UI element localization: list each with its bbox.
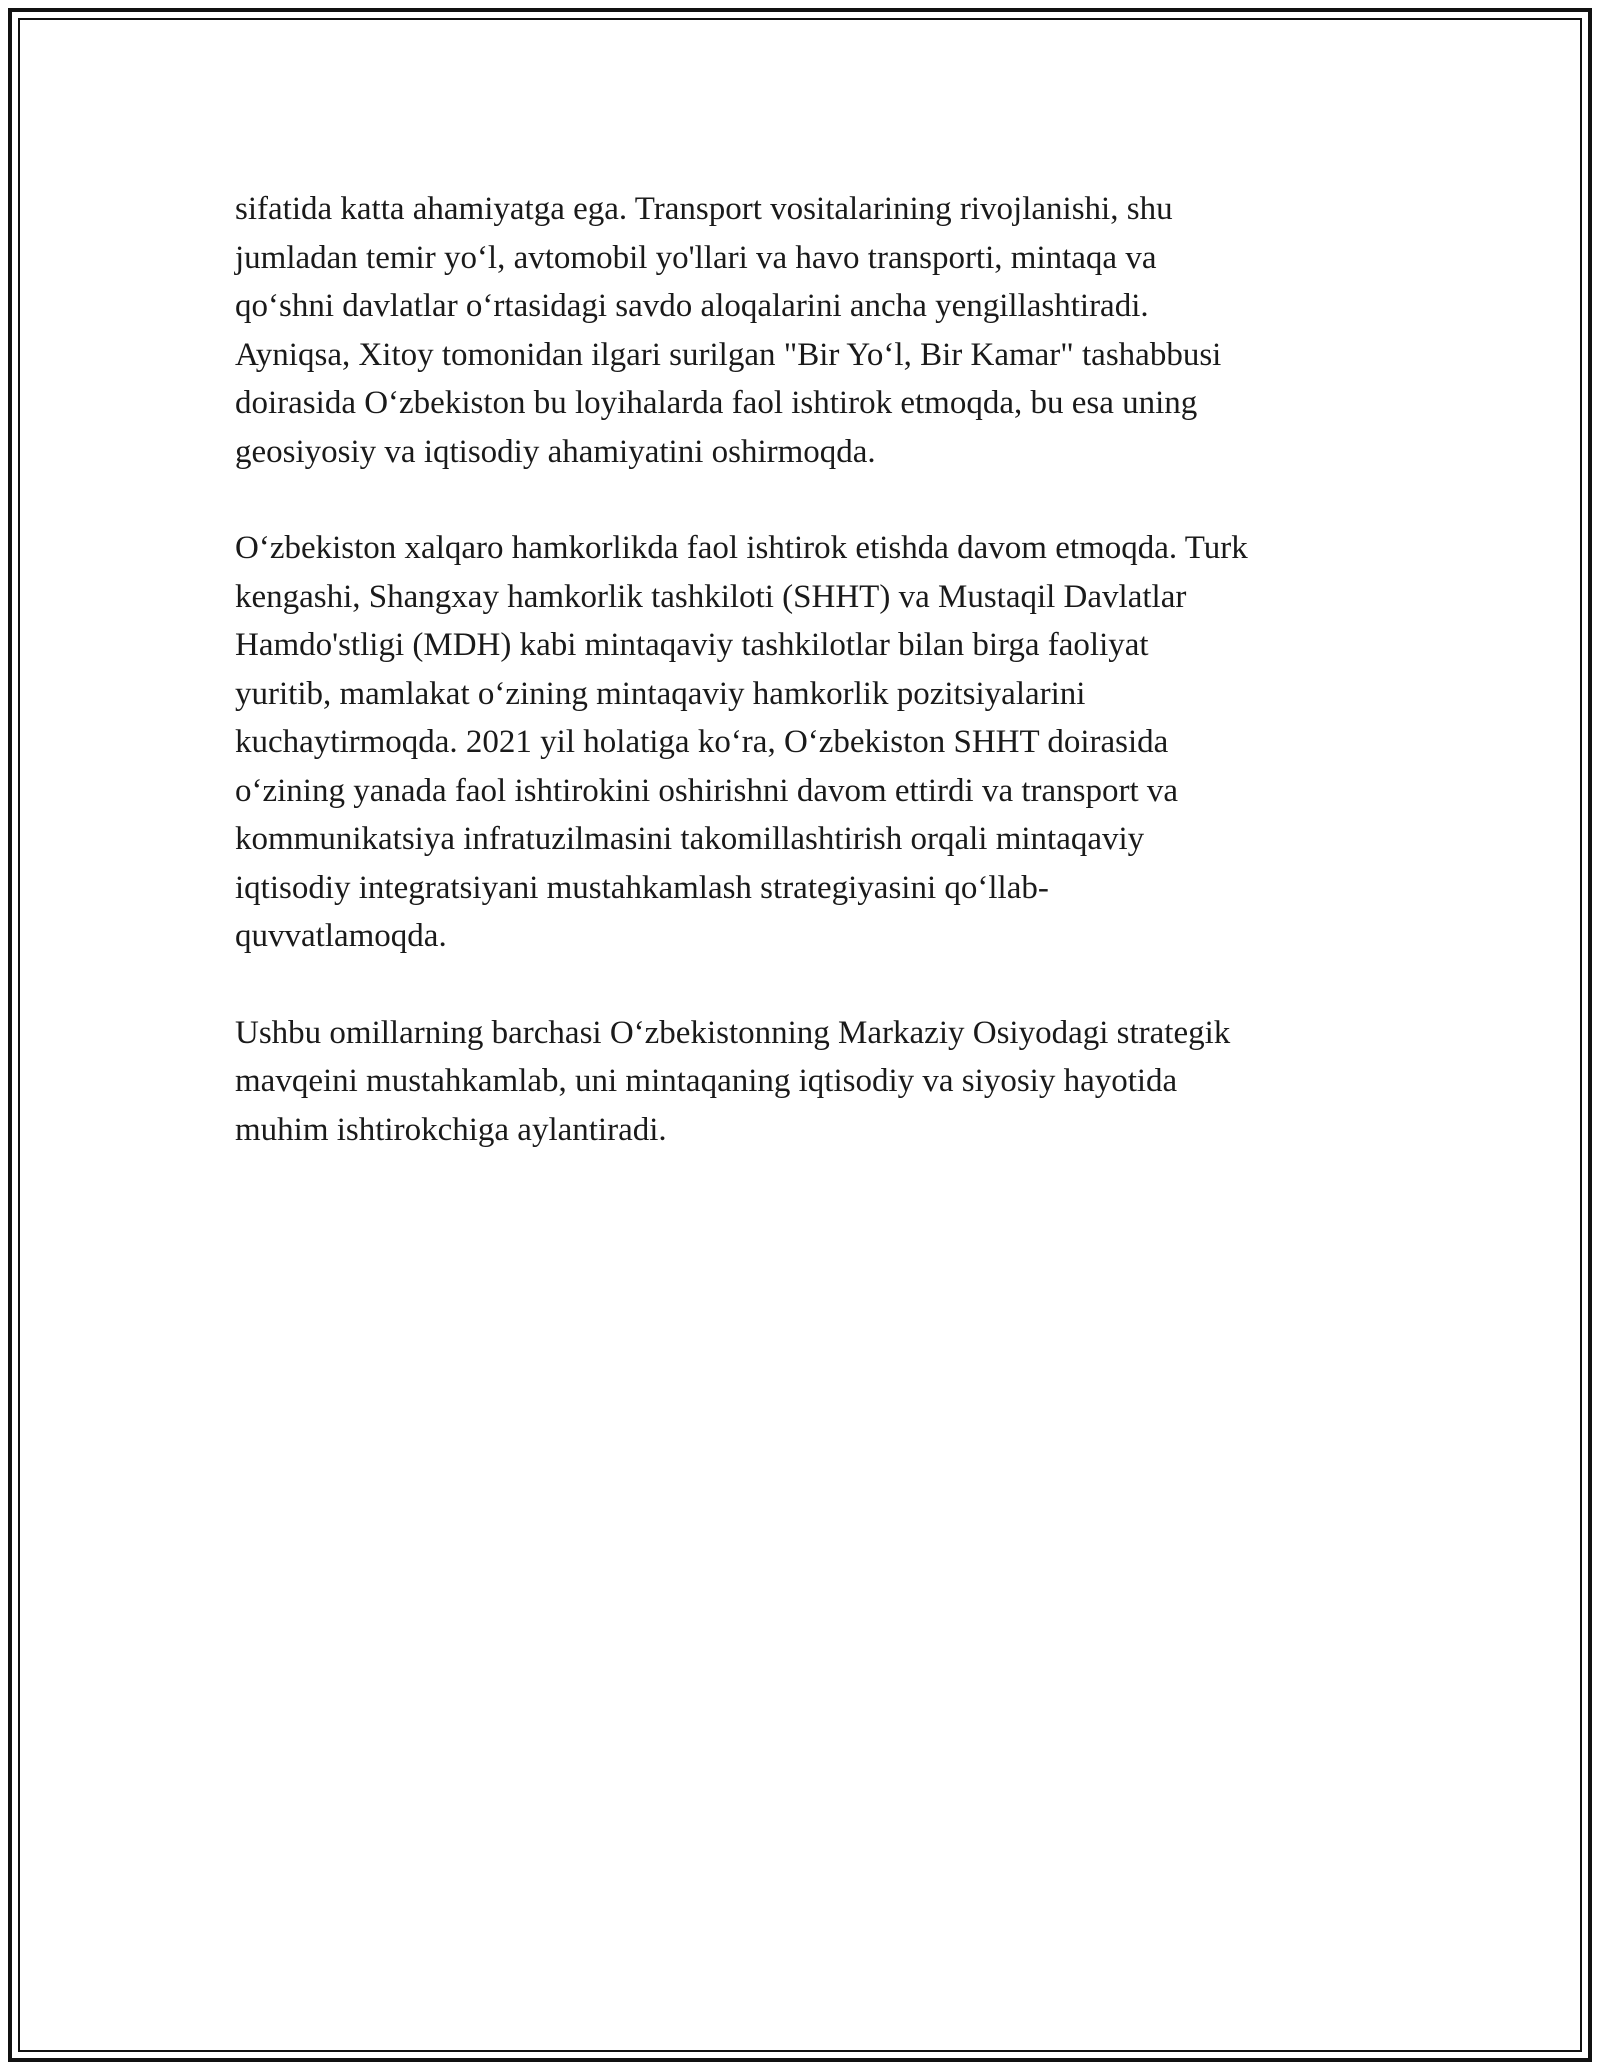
paragraph-transport — [235, 185, 1365, 476]
text-line: geosiyosiy va iqtisodiy ahamiyatini oshirmoqda. — [235, 433, 876, 470]
text-line: kengashi, Shangxay hamkorlik tashkiloti (SHHT) va Mustaqil Davlatlar — [235, 578, 1187, 615]
text-line: qo‘shni davlatlar o‘rtasidagi savdo aloqalarini ancha yengillashtiradi. — [235, 288, 1149, 324]
text-line: o‘zining yanada faol ishtirokini oshirishni davom ettirdi va transport va — [235, 772, 1179, 809]
text-line: Hamdo'stligi (MDH) kabi mintaqaviy tashkilotlar bilan birga faoliyat — [235, 627, 1149, 663]
paragraph-conclusion — [235, 1009, 1365, 1155]
text-line: doirasida O‘zbekiston bu loyihalarda faol ishtirok etmoqda, bu esa uning — [235, 385, 1198, 421]
text-line: sifatida katta ahamiyatga ega. Transport vositalarining rivojlanishi, shu — [235, 191, 1173, 227]
document-body — [235, 185, 1365, 1202]
text-line: Ushbu omillarning barchasi O‘zbekistonning Markaziy Osiyodagi strategik — [235, 1014, 1231, 1051]
text-line: mavqeini mustahkamlab, uni mintaqaning iqtisodiy va siyosiy hayotida — [235, 1063, 1178, 1099]
text-line: kuchaytirmoqda. 2021 yil holatiga ko‘ra, O‘zbekiston SHHT doirasida — [235, 724, 1169, 760]
text-line: quvvatlamoqda. — [235, 918, 447, 954]
text-line: Ayniqsa, Xitoy tomonidan ilgari surilgan "Bir Yo‘l, Bir Kamar" tashabbusi — [235, 336, 1222, 373]
paragraph-international-cooperation — [235, 524, 1365, 961]
text-line: kommunikatsiya infratuzilmasini takomillashtirish orqali mintaqaviy — [235, 821, 1145, 857]
text-line: yuritib, mamlakat o‘zining mintaqaviy hamkorlik pozitsiyalarini — [235, 675, 1086, 712]
text-line: iqtisodiy integratsiyani mustahkamlash strategiyasini qo‘llab- — [235, 869, 1049, 906]
text-line: jumladan temir yo‘l, avtomobil yo'llari va havo transporti, mintaqa va — [235, 239, 1157, 276]
text-line: muhim ishtirokchiga aylantiradi. — [235, 1111, 667, 1148]
text-line: O‘zbekiston xalqaro hamkorlikda faol ishtirok etishda davom etmoqda. Turk — [235, 530, 1248, 566]
